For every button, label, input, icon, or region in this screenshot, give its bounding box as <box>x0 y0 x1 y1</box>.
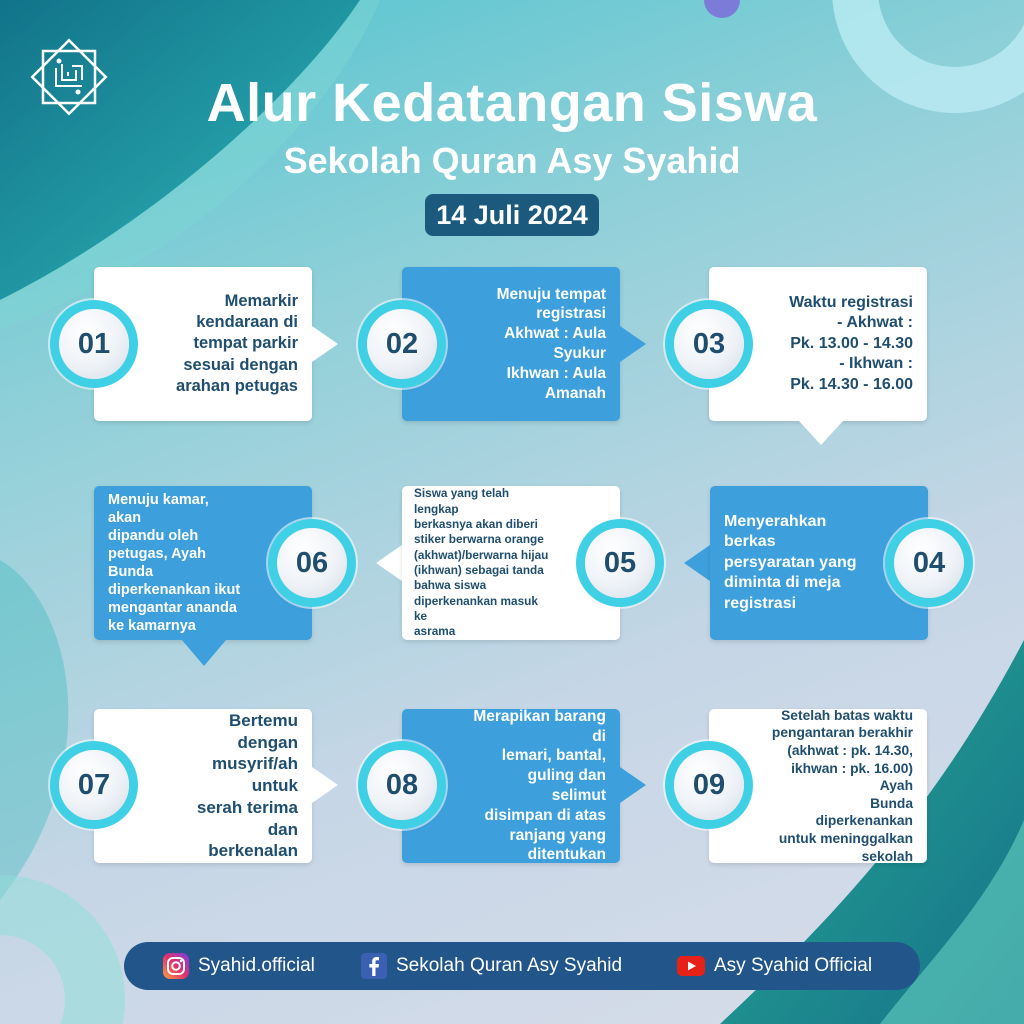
step-number-08: 08 <box>367 750 437 820</box>
step-text-08: Merapikan barang di lemari, bantal, guling dan selimut disimpan di atas ranjang yang ditentukan <box>473 707 606 864</box>
page-subtitle: Sekolah Quran Asy Syahid <box>283 140 741 181</box>
step-text-06: Menuju kamar, akan dipandu oleh petugas, Ayah Bunda diperkenankan ikut mengantar ananda ke kamarnya <box>108 491 241 635</box>
step-text-09: Setelah batas waktu pengantaran berakhir (akhwat : pk. 14.30, ikhwan : pk. 16.00) Ayah Bunda diperkenankan untuk meninggalkan sekolah <box>771 707 913 864</box>
youtube-channel-name: Asy Syahid Official <box>714 955 873 976</box>
step-number-07: 07 <box>59 750 129 820</box>
step-number-04: 04 <box>894 528 964 598</box>
step-number-06: 06 <box>277 528 347 598</box>
arrow-04-left <box>684 545 710 581</box>
arrow-01-right <box>312 326 338 362</box>
step-number-09: 09 <box>674 750 744 820</box>
youtube-link[interactable] <box>676 942 872 990</box>
facebook-page-name: Sekolah Quran Asy Syahid <box>396 955 623 976</box>
step-text-07: Bertemu dengan musyrif/ah untuk serah terima dan berkenalan <box>196 710 298 861</box>
step-number-02: 02 <box>367 309 437 379</box>
dot-top <box>704 0 740 18</box>
arrow-07-right <box>312 767 338 803</box>
shape-left-middle <box>0 560 68 900</box>
arrow-03-down <box>799 421 843 445</box>
facebook-link[interactable] <box>360 942 622 990</box>
youtube-icon <box>676 954 706 978</box>
step-number-05: 05 <box>585 528 655 598</box>
step-text-01: Memarkir kendaraan di tempat parkir sesuai dengan arahan petugas <box>176 292 298 395</box>
step-text-02: Menuju tempat registrasi Akhwat : Aula Syukur Ikhwan : Aula Amanah <box>496 285 606 402</box>
arrow-02-right <box>620 326 646 362</box>
ring-bottom-left <box>0 905 95 1024</box>
arrow-08-right <box>620 767 646 803</box>
step-text-04: Menyerahkan berkas persyaratan yang diminta di meja registrasi <box>724 512 857 612</box>
arrow-05-left <box>376 545 402 581</box>
instagram-link[interactable] <box>162 942 315 990</box>
page-title: Alur Kedatangan Siswa <box>206 73 818 133</box>
instagram-icon <box>162 952 190 980</box>
step-number-03: 03 <box>674 309 744 379</box>
step-number-01: 01 <box>59 309 129 379</box>
arrow-06-down <box>182 640 226 666</box>
facebook-icon <box>360 952 388 980</box>
step-text-05: Siswa yang telah lengkap berkasnya akan diberi stiker berwarna orange (akhwat)/berwarna hijau (ikhwan) sebagai tanda bahwa siswa diperkenankan masuk ke asrama <box>414 486 549 639</box>
date-badge: 14 Juli 2024 <box>425 194 599 236</box>
instagram-handle: Syahid.official <box>198 955 315 976</box>
social-footer-bar <box>124 942 920 990</box>
step-text-03: Waktu registrasi - Akhwat : Pk. 13.00 - 14.30 - Ikhwan : Pk. 14.30 - 16.00 <box>789 293 913 393</box>
